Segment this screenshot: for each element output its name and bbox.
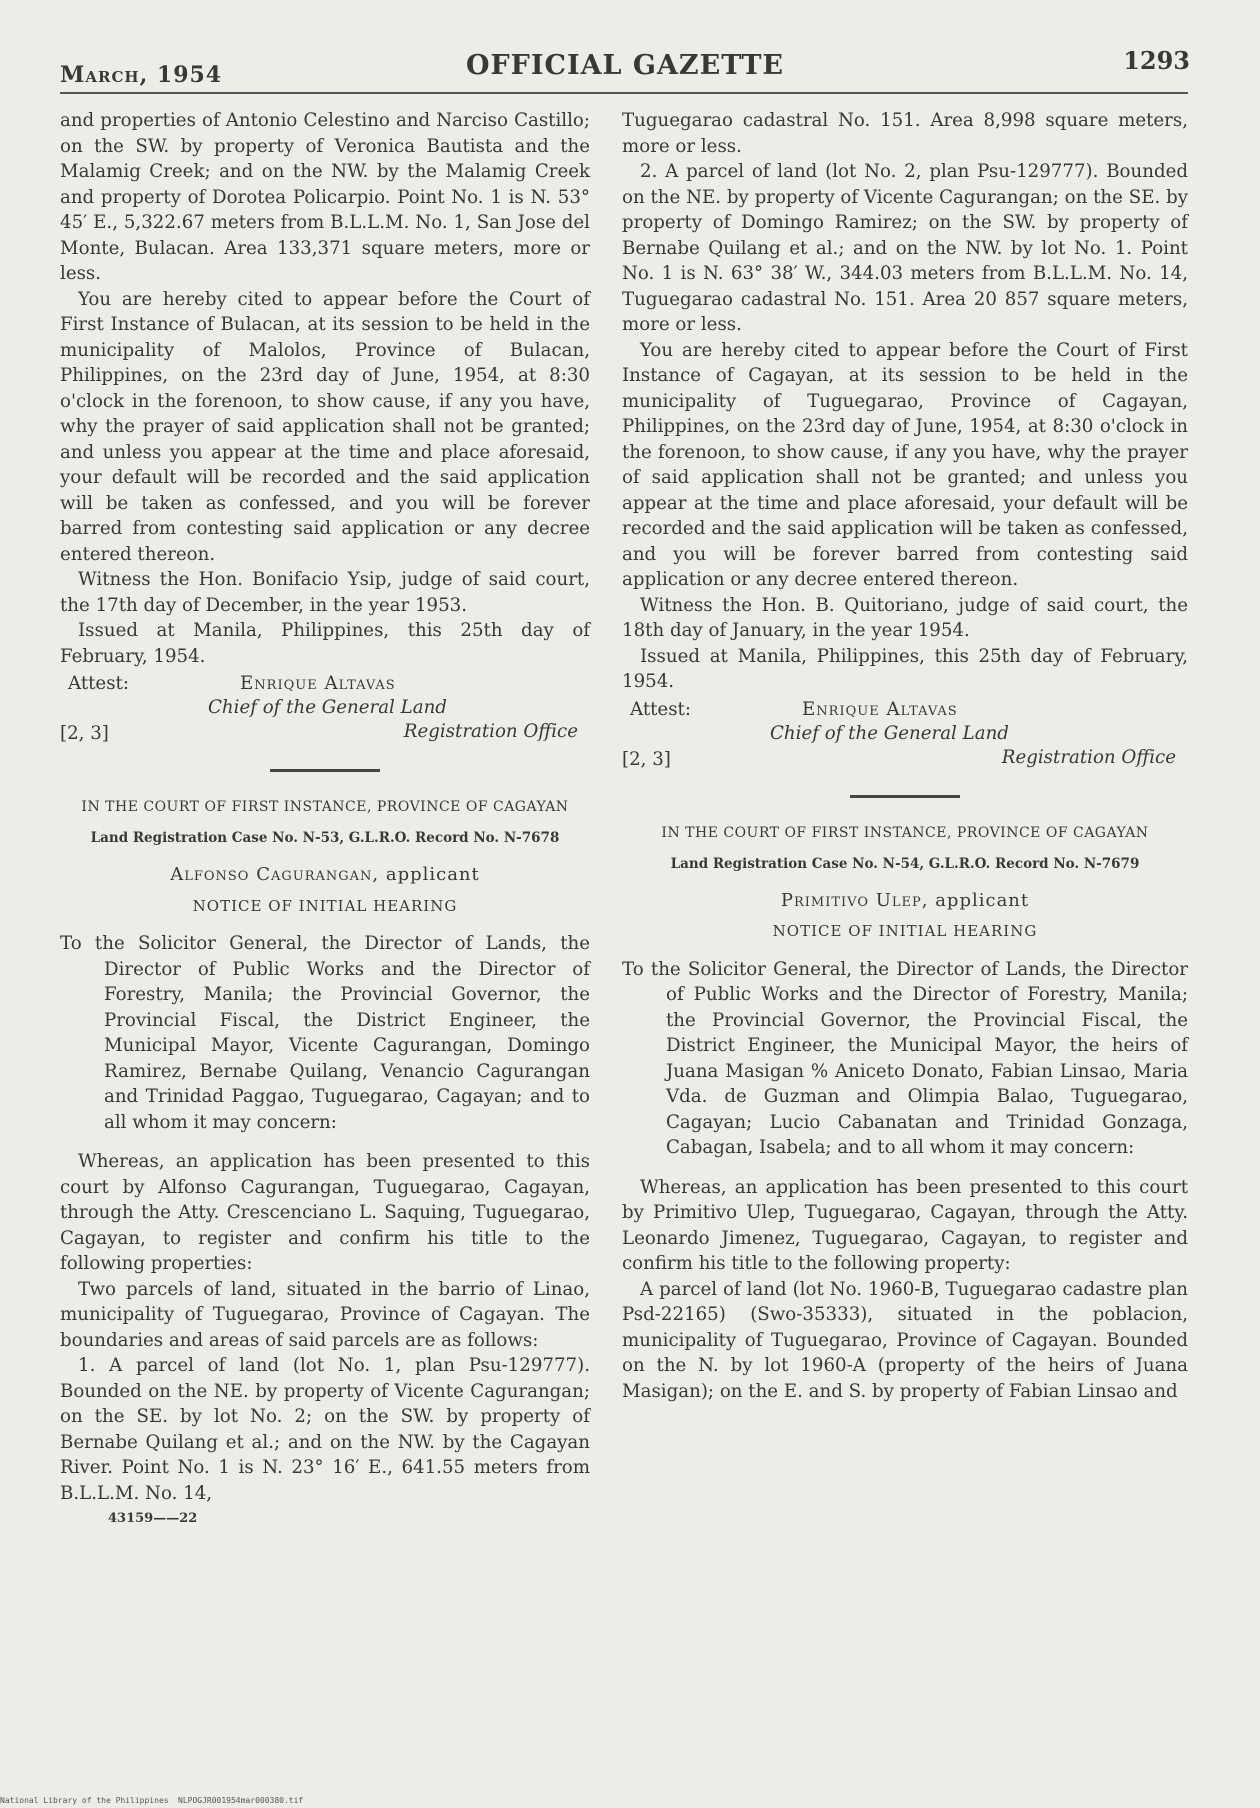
signatory-office: Registration Office: [403, 721, 578, 742]
applicant-suffix: , applicant: [921, 889, 1030, 911]
section-divider: [850, 795, 960, 798]
paragraph: Issued at Manila, Philippines, this 25th day of February, 1954.: [622, 645, 1188, 692]
case-number: Land Registration Case No. N-54, G.L.R.O. Record No. N-7679: [670, 855, 1140, 872]
paragraph: 1. A parcel of land (lot No. 1, plan Psu-129777). Bounded on the NE. by property of Vicente Cagurangan; on the SE. by lot No. 2; on the SW. by property of Bernabe Quilang et al.; and on the NW. by the Cagayan River. Point No. 1 is N. 23° 16′ E., 641.55 meters from B.L.L.M. No. 14,: [60, 1355, 590, 1504]
header-title: OFFICIAL GAZETTE: [465, 50, 785, 81]
paragraph: 2. A parcel of land (lot No. 2, plan Psu-129777). Bounded on the NE. by property of Vicente Cagurangan; on the SE. by property of Domingo Ramirez; on the SW. by property of Bernabe Quilang et al.; and on the NW. by lot No. 1. Point No. 1 is N. 63° 38′ W., 344.03 meters from B.L.L.M. No. 14, Tuguegarao cadastral No. 151. Area 20 857 square meters, more or less.: [622, 161, 1188, 335]
scan-filename: NLPOGJR001954mar000380.tif: [178, 1796, 304, 1805]
case-number: Land Registration Case No. N-53, G.L.R.O. Record No. N-7678: [90, 830, 560, 846]
paragraph: A parcel of land (lot No. 1960-B, Tuguegarao cadastre plan Psd-22165) (Swo-35333), situated in the poblacion, municipality of Tuguegarao, Province of Cagayan. Bounded on the N. by lot 1960-A (property of the heirs of Juana Masigan); on the E. and S. by property of Fabian Linsao and: [622, 1278, 1188, 1402]
paragraph: Witness the Hon. B. Quitoriano, judge of said court, the 18th day of January, in the year 1954.: [622, 594, 1188, 641]
paragraph: Whereas, an application has been presented to this court by Primitivo Ulep, Tuguegarao, Cagayan, through the Atty. Leonardo Jimenez, Tuguegarao, Cagayan, to register and confirm his title to the following property:: [622, 1176, 1188, 1274]
applicant-line: [622, 888, 1188, 914]
court-heading: IN THE COURT OF FIRST INSTANCE, PROVINCE OF CAGAYAN: [661, 824, 1149, 841]
applicant-name: Primitivo Ulep: [780, 889, 922, 911]
issue-numbers: [2, 3]: [622, 748, 671, 770]
issue-numbers: [2, 3]: [60, 723, 109, 744]
paragraph: Issued at Manila, Philippines, this 25th day of February, 1954.: [60, 620, 590, 667]
paragraph: and properties of Antonio Celestino and Narciso Castillo; on the SW. by property of Veronica Bautista and the Malamig Creek; and on the NW. by the Malamig Creek and property of Dorotea Policarpio. Point No. 1 is N. 53° 45′ E., 5,322.67 meters from B.L.L.M. No. 1, San Jose del Monte, Bulacan. Area 133,371 square meters, more or less.: [60, 110, 590, 284]
paragraph: You are hereby cited to appear before the Court of First Instance of Cagayan, at its session to be held in the municipality of Tuguegarao, Province of Cagayan, Philippines, on the 23rd day of June, 1954, at 8:30 o'clock in the forenoon, to show cause, if any you have, why the prayer of said application shall not be granted; and unless you appear at the time and place aforesaid, your default will be recorded and the said application will be taken as confessed, and you will be forever barred from contesting said application or any decree entered thereon.: [622, 339, 1188, 590]
notice-heading: NOTICE OF INITIAL HEARING: [772, 922, 1038, 940]
paragraph: Witness the Hon. Bonifacio Ysip, judge of said court, the 17th day of December, in the year 1953.: [60, 569, 590, 616]
attest-label: Attest:: [68, 673, 129, 694]
signature-block: [622, 697, 1188, 775]
left-column: [60, 108, 590, 1532]
signatory-office: Registration Office: [1001, 746, 1176, 768]
court-heading: IN THE COURT OF FIRST INSTANCE, PROVINCE OF CAGAYAN: [81, 799, 569, 815]
signatory-title: Chief of the General Land: [208, 697, 447, 718]
paragraph: Tuguegarao cadastral No. 151. Area 8,998 square meters, more or less.: [622, 110, 1188, 157]
applicant-line: [60, 862, 590, 888]
applicant-name: Alfonso Cagurangan: [170, 864, 373, 885]
right-column: [622, 108, 1188, 1404]
addressees: To the Solicitor General, the Director of Lands, the Director of Public Works and the Director of Forestry, Manila; the Provincial Governor, the Provincial Fiscal, the District Engineer, the Municipal Mayor, the heirs of Juana Masigan % Aniceto Donato, Fabian Linsao, Maria Vda. de Guzman and Olimpia Balao, Tuguegarao, Cagayan; Lucio Cabanatan and Trinidad Gonzaga, Cabagan, Isabela; and to all whom it may concern:: [622, 958, 1188, 1158]
applicant-suffix: , applicant: [372, 864, 480, 885]
print-mark: 43159——22: [108, 1511, 198, 1526]
notice-heading: NOTICE OF INITIAL HEARING: [192, 896, 458, 915]
signatory-name: Enrique Altavas: [802, 698, 958, 720]
signatory-name: Enrique Altavas: [240, 673, 396, 694]
addressees: To the Solicitor General, the Director of Lands, the Director of Public Works and the Director of Forestry, Manila; the Provincial Governor, the Provincial Fiscal, the District Engineer, the Municipal Mayor, Vicente Cagurangan, Domingo Ramirez, Bernabe Quilang, Venancio Cagurangan and Trinidad Paggao, Tuguegarao, Cagayan; and to all whom it may concern:: [60, 933, 590, 1133]
section-divider: [270, 769, 380, 772]
header-rule: [60, 92, 1188, 94]
header-date: March, 1954: [60, 62, 223, 88]
paragraph: You are hereby cited to appear before the Court of First Instance of Bulacan, at its session to be held in the municipality of Malolos, Province of Bulacan, Philippines, on the 23rd day of June, 1954, at 8:30 o'clock in the forenoon, to show cause, if any you have, why the prayer of said application shall not be granted; and unless you appear at the time and place aforesaid, your default will be recorded and the said application will be taken as confessed, and you will be forever barred from contesting said application or any decree entered thereon.: [60, 288, 590, 565]
paragraph: Whereas, an application has been presented to this court by Alfonso Cagurangan, Tuguegarao, Cagayan, through the Atty. Crescenciano L. Saquing, Tuguegarao, Cagayan, to register and confirm his title to the following properties:: [60, 1151, 590, 1274]
signature-block: [60, 671, 590, 749]
paragraph: Two parcels of land, situated in the barrio of Linao, municipality of Tuguegarao, Province of Cagayan. The boundaries and areas of said parcels are as follows:: [60, 1278, 590, 1351]
scan-library-credit: National Library of the Philippines: [0, 1796, 169, 1805]
attest-label: Attest:: [630, 698, 691, 720]
signatory-title: Chief of the General Land: [770, 722, 1009, 744]
header-page-number: 1293: [1123, 46, 1190, 75]
page-header: [60, 44, 1190, 92]
